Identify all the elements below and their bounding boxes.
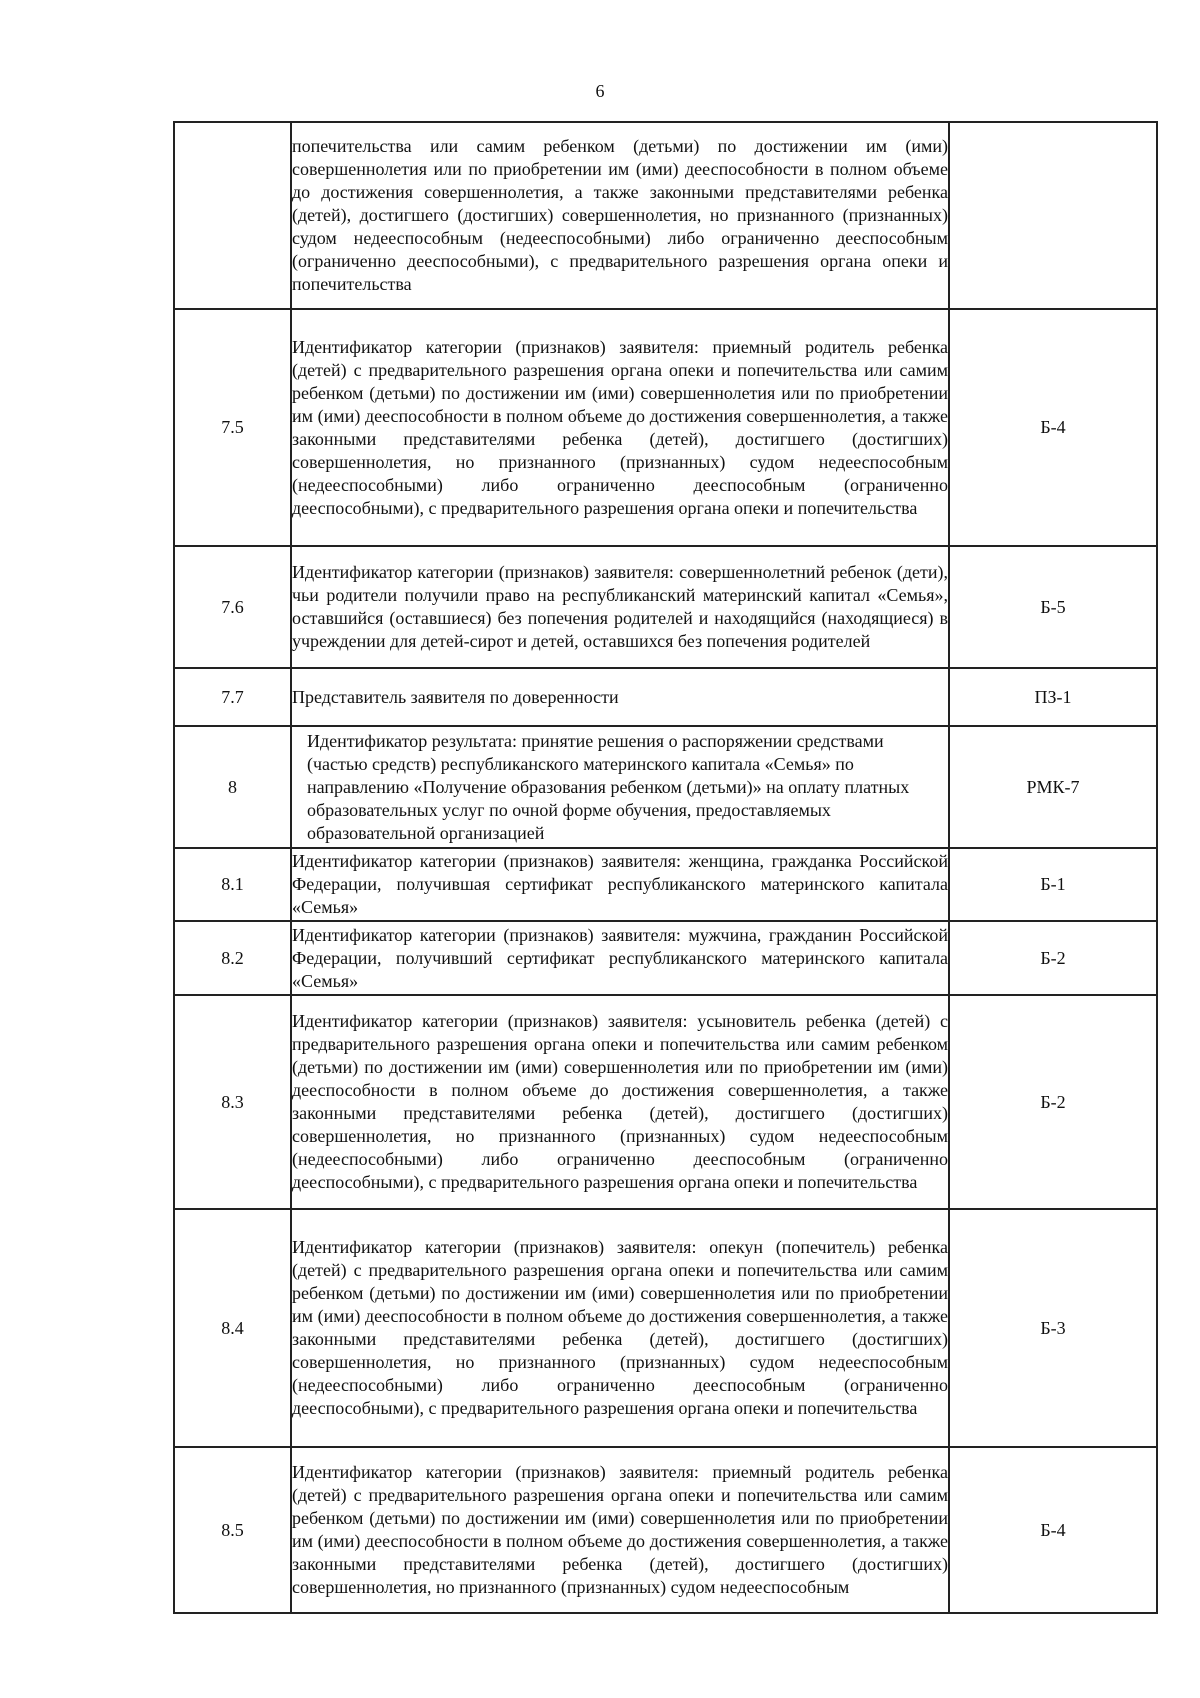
table-row bbox=[174, 995, 1157, 1209]
row-description: Идентификатор категории (признаков) заявителя: совершеннолетний ребенок (дети), чьи родители получили право на республиканский материнский капитал «Семья», оставшийся (оставшиеся) без попечения родителей и находящийся (находящиеся) в учреждении для детей-сирот и детей, оставшихся без попечения родителей bbox=[291, 546, 949, 668]
table-row bbox=[174, 122, 1157, 309]
row-number: 7.5 bbox=[174, 309, 291, 546]
row-number: 8.5 bbox=[174, 1447, 291, 1613]
row-code: Б-5 bbox=[949, 546, 1157, 668]
row-number: 8.3 bbox=[174, 995, 291, 1209]
row-code: Б-2 bbox=[949, 995, 1157, 1209]
document-table bbox=[173, 121, 1158, 1614]
row-number bbox=[174, 122, 291, 309]
row-number: 8 bbox=[174, 726, 291, 848]
table-row bbox=[174, 726, 1157, 848]
row-description: попечительства или самим ребенком (детьми) по достижении им (ими) совершеннолетия или по приобретении им (ими) дееспособности в полном объеме до достижения совершеннолетия, а также законными представителями ребенка (детей), достигшего (достигших) совершеннолетия, но признанного (признанных) судом недееспособным (недееспособными) либо ограниченно дееспособным (ограниченно дееспособными), с предварительного разрешения органа опеки и попечительства bbox=[291, 122, 949, 309]
row-number: 7.6 bbox=[174, 546, 291, 668]
row-code: Б-3 bbox=[949, 1209, 1157, 1447]
table-row bbox=[174, 921, 1157, 995]
row-code bbox=[949, 122, 1157, 309]
row-code: Б-1 bbox=[949, 848, 1157, 921]
row-code: РМК-7 bbox=[949, 726, 1157, 848]
table-row bbox=[174, 1447, 1157, 1613]
table-row bbox=[174, 1209, 1157, 1447]
row-description: Идентификатор результата: принятие решения о распоряжении средствами (частью средств) республиканского материнского капитала «Семья» по направлению «Получение образования ребенком (детьми)» на оплату платных образовательных услуг по очной форме обучения, предоставляемых образовательной организацией bbox=[291, 726, 949, 848]
table-row bbox=[174, 546, 1157, 668]
row-description: Идентификатор категории (признаков) заявителя: опекун (попечитель) ребенка (детей) с предварительного разрешения органа опеки и попечительства или самим ребенком (детьми) по достижении им (ими) совершеннолетия или по приобретении им (ими) дееспособности в полном объеме до достижения совершеннолетия, а также законными представителями ребенка (детей), достигшего (достигших) совершеннолетия, но признанного (признанных) судом недееспособным (недееспособными) либо ограниченно дееспособным (ограниченно дееспособными), с предварительного разрешения органа опеки и попечительства bbox=[291, 1209, 949, 1447]
page-number: 6 bbox=[595, 81, 605, 101]
row-description: Идентификатор категории (признаков) заявителя: женщина, гражданка Российской Федерации, получившая сертификат республиканского материнского капитала «Семья» bbox=[291, 848, 949, 921]
table-row bbox=[174, 309, 1157, 546]
row-number: 8.1 bbox=[174, 848, 291, 921]
row-number: 8.2 bbox=[174, 921, 291, 995]
row-code: ПЗ-1 bbox=[949, 668, 1157, 726]
row-number: 8.4 bbox=[174, 1209, 291, 1447]
row-description: Идентификатор категории (признаков) заявителя: приемный родитель ребенка (детей) с предварительного разрешения органа опеки и попечительства или самим ребенком (детьми) по достижении им (ими) совершеннолетия или по приобретении им (ими) дееспособности в полном объеме до достижения совершеннолетия, а также законными представителями ребенка (детей), достигшего (достигших) совершеннолетия, но признанного (признанных) судом недееспособным (недееспособными) либо ограниченно дееспособным (ограниченно дееспособными), с предварительного разрешения органа опеки и попечительства bbox=[291, 309, 949, 546]
row-number: 7.7 bbox=[174, 668, 291, 726]
row-description: Представитель заявителя по доверенности bbox=[291, 668, 949, 726]
row-code: Б-4 bbox=[949, 1447, 1157, 1613]
row-code: Б-4 bbox=[949, 309, 1157, 546]
row-description: Идентификатор категории (признаков) заявителя: приемный родитель ребенка (детей) с предварительного разрешения органа опеки и попечительства или самим ребенком (детьми) по достижении им (ими) совершеннолетия или по приобретении им (ими) дееспособности в полном объеме до достижения совершеннолетия, а также законными представителями ребенка (детей), достигшего (достигших) совершеннолетия, но признанного (признанных) судом недееспособным bbox=[291, 1447, 949, 1613]
row-code: Б-2 bbox=[949, 921, 1157, 995]
table-row bbox=[174, 668, 1157, 726]
table-row bbox=[174, 848, 1157, 921]
row-description: Идентификатор категории (признаков) заявителя: мужчина, гражданин Российской Федерации, получивший сертификат республиканского материнского капитала «Семья» bbox=[291, 921, 949, 995]
row-description: Идентификатор категории (признаков) заявителя: усыновитель ребенка (детей) с предварительного разрешения органа опеки и попечительства или самим ребенком (детьми) по достижении им (ими) совершеннолетия или по приобретении им (ими) дееспособности в полном объеме до достижения совершеннолетия, а также законными представителями ребенка (детей), достигшего (достигших) совершеннолетия, но признанного (признанных) судом недееспособным (недееспособными) либо ограниченно дееспособным (ограниченно дееспособными), с предварительного разрешения органа опеки и попечительства bbox=[291, 995, 949, 1209]
